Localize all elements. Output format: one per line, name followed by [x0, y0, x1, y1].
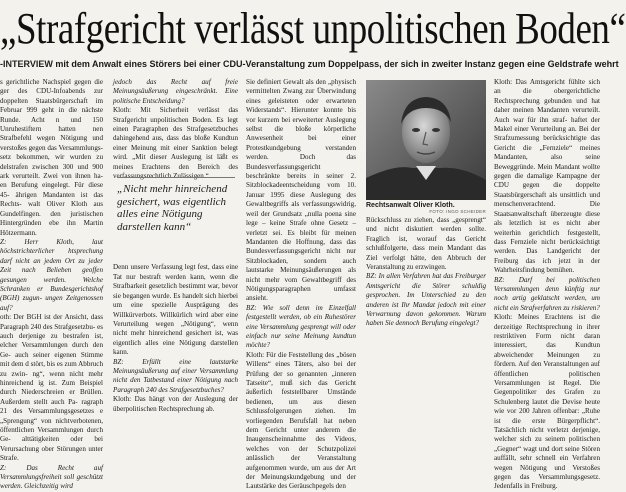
caption-text: Rechtsanwalt Oliver Kloth.	[366, 202, 455, 209]
body-paragraph: Denn unsere Verfassung legt fest, dass eine Tat nur bestraft werden kann, wenn die Strafbarkeit gesetzlich bestimmt war, bevor sie begangen wurde. Es handelt sich hierbei um eine spezielle Ausprägung des Willkürverbots. Willkürlich wird aber eine Verurteilung wegen „Nötigung“, wenn nicht mehr hinreichend gesichert ist, was eigentlich alles eine Nötigung darstellen kann.	[113, 263, 238, 357]
photo-caption	[366, 200, 486, 212]
body-paragraph: Kloth: Das hängt von der Auslegung der überpolitischen Rechtsprechung ab.	[113, 395, 238, 413]
headline: „Strafgericht verlässt unpolitischen Boden“	[0, 4, 626, 53]
body-paragraph: oth: Der BGH ist der Ansicht, dass Paragraph 240 des Strafgesetzbu- es auch derjenige zu bestrafen ist, elcher Versammlungen durch den Ge- auch seiner eigenen Stimme mit dem d stört, bis es zum Abbruch zu zwin- ng“, wenn nicht mehr hinreichend ig ist. Zum Beispiel durch Niederschreien er Brüllen. Außerdem stellt auch Pa- ragraph 21 des Versammlungsgesetzes e „Sprengung“ von nichtverbotenen, öffentlichen Versammlungen durch Ge- alttätigkeiten oder bei Verursachung ober Störungen unter Strafe.	[0, 313, 103, 463]
body-paragraph: Kloth: Mit Sicherheit verlässt das Strafgericht unpolitischen Boden. Es legt einen Paragraphen des Strafgesetzbuches dahingehend aus, dass das bloße Kundtun einer Meinung mit einer Sanktion belegt wird. „Mit dieser Auslegung ist läßt es meines Erachtens den Bereich des verfassungsrechtlich Zulässigen.“	[113, 106, 238, 181]
interview-question: BZ: Wie soll denn im Einzelfall festgestellt werden, ob ein Ruhestörer eine Versammlung gesprengt will oder einfach nur seine Meinung kundtun möchte?	[246, 303, 356, 350]
article-column-2	[113, 78, 238, 413]
interview-question: Z: Das Recht auf Versammlungsfreiheit soll geschützt werden. Gleichzeitig wird	[0, 463, 103, 491]
interview-question: BZ: Darf bei politischen Versammlungen denn künftig nur noch artig geklatscht werden, um nicht ein Strafverfahren zu riskieren?	[494, 275, 600, 312]
interview-question: Z: Herr Kloth, laut höchstrichterlicher htsprechung darf nicht an jedem Ort zu jeder Zeit nach Belieben geoffen gesungen werden. Welche Schranken er Bundesgerichtshof (BGH) zugun- ungen Zeitgenossen auf?	[0, 237, 103, 312]
article-column-1	[0, 78, 103, 491]
pull-quote: „Nicht mehr hinreichend gesichert, was eigentlich alles eine Nötigung darstellen kann“	[117, 183, 235, 233]
subline-kicker: -INTERVIEW	[0, 59, 53, 69]
article-column-5	[494, 78, 600, 491]
subline	[0, 58, 619, 70]
body-paragraph: Rückschluss zu ziehen, dass „gesprengt“ und nicht diskutiert werden sollte. Fraglich ist, worauf das Gericht schlußfolgerte, dass mein Mandant das Ziel verfolgt hätte, den Abbruch der Veranstaltung zu erzwingen.	[366, 216, 486, 272]
portrait-photo	[366, 80, 486, 200]
body-paragraph: Kloth: Für die Feststellung des „bösen Willens“ eines Täters, also bei der Prüfung der so genannten „inneren Tatseite“, muß sich das Gericht äußerlich feststellbarer Umstände bedienen, um aus diesen Schlussfolgerungen ziehen. Im vorliegenden Berufsfall hat neben dem Gericht unter anderem die Inaugenscheinnahme des Videos, welches von der Schutzpolizei anlässlich der Veranstaltung aufgenommen wurde, um aus der Art der Meinungskundgebung und der Lautstärke des Geräuschpegels den	[246, 350, 356, 491]
photo-credit: FOTO: INGO SCHEIDER	[429, 209, 486, 214]
interview-question: BZ: Erfüllt eine lautstarke Meinungsäußerung auf einer Versammlung nicht den Tatbestand einer Nötigung nach Paragraph 240 des Strafgesetzbuches?	[113, 357, 238, 394]
portrait-image	[366, 80, 486, 200]
body-paragraph: Sie definiert Gewalt als den „physisch vermittelten Zwang zur Überwindung eines geleisteten oder erwarteten Widerstands“. Hierunter konnte bis vor kurzem bei erweiterter Auslegung selbst die bloße körperliche Anwesenheit bei einer Protestkundgebung verstanden werden. Doch das Bundesverfassungsgericht beschränkte bereits in seiner 2. Sitzblockadeentscheidung vom 10. Januar 1995 diese Auslegung des Gewaltbegriffs als verfassungswidrig, weil der Grundsatz „nulla poena sine lege – keine Strafe ohne Gesetz – verletzt sei. Es bleibt für meinen Mandanten die Hoffnung, dass das Bundesverfassungsgericht nicht nur Sitzblockaden, sondern auch lautstarke Meinungsäußerungen als nicht mehr vom Gewaltbegriff des Nötigungsparagraphen umfasst ansieht.	[246, 78, 356, 303]
interview-question: BZ: In allen Verfahren hat das Freiburger Amtsgericht die Störer schuldig gesprochen. Im Unterschied zu den anderen ist Ihr Mandat jedoch mit einer Verwarnung davon gekommen. Warum haben Sie dennoch Berufung eingelegt?	[366, 272, 486, 328]
body-paragraph: s gerichtliche Nachspiel gegen die ger des CDU-Infoabends zur doppelten Staatsbürgerschaft im Februar 999 geht in die nächste Runde. Acht n und 150 Unruhestiftern hatten nen Strafbefehl wegen Nötigung und verstoßes gegen das Versammlungs- setz bekommen, wir wurden zu delstrafen zwischen 300 und 900 ark verurteilt. Zwei von ihnen ha- en Berufung eingelegt. Für diese 45- ährigen Mandanten ist das Rechts- walt Oliver Kloth aus Gundelfingen. den juristischen Hintergründen ebe ihn Martin Hötzermann.	[0, 78, 103, 237]
body-paragraph: Kloth: Das Amtsgericht fühlte sich an die obergerichtliche Rechtsprechung gebunden und hat daher meinen Mandanten verurteilt. Auch war für ihn straf- haftet der Makel einer Verurteilung an. Bei der Strafzumessung berücksichtigte das Gericht die „Fernziele“ meines Mandanten, also seine Beweggründe. Mein Mandant wollte gegen die damalige Kampagne der CDU gegen die doppelte Staatsbürgerschaft als unsittlich und menschenverachtend. Die Staatsanwaltschaft überzeugte diese als letztlich ist es nicht aber weiterhin gerichtlich festgestellt, dass Fernziele nicht berücksichtigt werden. Das Landgericht der Freiburg das ich jetzt in der Wahrheitsfindung bemühen.	[494, 78, 600, 275]
article-column-4	[366, 216, 486, 400]
interview-question: jedoch das Recht auf freie Meinungsäußerung eingeschränkt. Eine politische Entscheidung?	[113, 78, 238, 105]
subline-text: mit dem Anwalt eines Störers bei einer CDU-Veranstaltung zum Doppelpass, der sich in zweiter Instanz gegen eine Geldstrafe wehrt	[52, 59, 619, 69]
body-paragraph: Kloth: Meines Erachtens ist die derzeitige Rechtsprechung in ihrer restriktiven Form nicht daran interessiert, das Kundtun abweichender Meinungen zu fördern. Auf den Veranstaltungen auf öffentlichen politischen Versammlungen ist Regel. Die Gegenpolitiker des Grafen zu Schulenberg lautet die Devise heute wie vor 200 Jahren offenbar: „Ruhe ist die erste Bürgerpflicht“. Tatsächlich nicht verletzt derjenige, welcher sich zu seinem politischen „Gegner“ wagt und dort seine Stören auffällt, sehr schnell ein Verfahren wegen Nötigung und Verstoßes gegen das Versammlungsgesetz. Jedenfalls in Freiburg.	[494, 313, 600, 491]
article-column-3	[246, 78, 356, 491]
